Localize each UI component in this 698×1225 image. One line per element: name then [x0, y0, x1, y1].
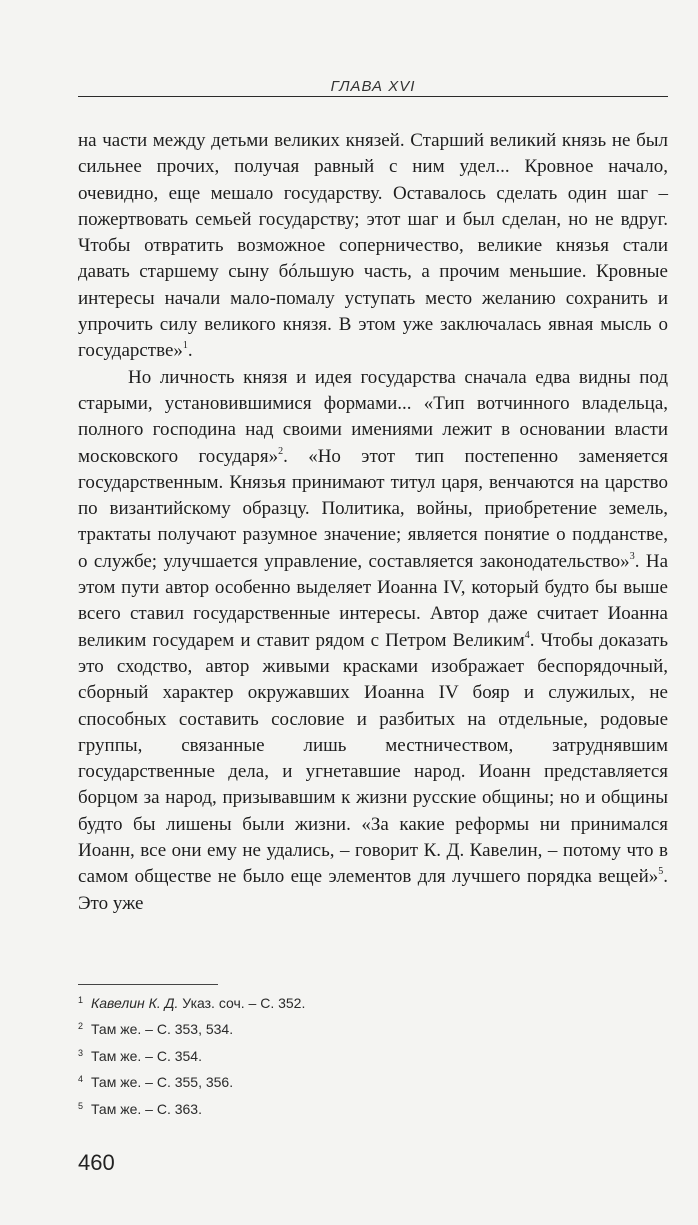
footnote-2: 2 Там же. – С. 353, 534. — [78, 1021, 234, 1038]
footnote-rule — [78, 984, 218, 985]
footnote-3: 3 Там же. – С. 354. — [78, 1047, 202, 1064]
main-text — [78, 128, 668, 917]
paragraph-2-text-c: . На этом пути автор особенно выделяет Иоанна IV, который будто бы выше всего ставил государственные интересы. Автор даже считает Иоанна великим государем и ставит рядом с Петром Великим — [78, 550, 669, 651]
footnote-text: Там же. – С. 363. — [91, 1100, 202, 1117]
paragraph-2-text-e: . Это уже — [78, 866, 668, 914]
footnote-ref-2: 2 — [278, 445, 284, 457]
footnotes — [78, 990, 668, 1122]
footnote-ref-3: 3 — [629, 550, 635, 562]
footnote-text: Там же. – С. 355, 356. — [91, 1074, 234, 1091]
paragraph-1: на части между детьми великих князей. Старший великий князь не был сильнее прочих, получая равный с ним удел... Кровное начало, очевидно, еще мешало государству. Оставалось сделать один шаг – пожертвовать семьей государству; этот шаг и был сделан, но не вдруг. Чтобы отвратить возможное соперничество, великие князья стали давать старшему сыну бóльшую часть, а прочим меньшие. Кровные интересы начали мало-помалу уступать место желанию сохранить и упрочить силу великого князя. В этом уже заключалась явная мысль о государстве»$^1$. — [78, 130, 668, 362]
running-head: ГЛАВА XVI — [330, 78, 416, 95]
paragraph-1-text: на части между детьми великих князей. Старший великий князь не был сильнее прочих, получая равный с ним удел... Кровное начало, очевидно, еще мешало государству. Оставалось сделать один шаг – пожертвовать семьей государству; этот шаг и был сделан, но не вдруг. Чтобы отвратить возможное соперничество, великие князья стали давать старшему сыну бóльшую часть, а прочим меньшие. Кровные интересы начали мало-помалу уступать место желанию сохранить и упрочить силу великого князя. В этом уже заключалась явная мысль о государстве» — [78, 130, 668, 362]
footnote-5: 5 Там же. – С. 363. — [78, 1100, 202, 1117]
header-rule — [78, 96, 668, 97]
paragraph-2 — [78, 365, 668, 917]
paragraph-2-text-b: . «Но этот тип постепенно заменяется государственным. Князья принимают титул царя, венчаются на царство по византийскому образцу. Политика, войны, приобретение земель, трактаты получают разумное значение; является понятие о подданстве, о службе; улучшается управление, составляется законодательство» — [78, 445, 669, 572]
footnote-text: Там же. – С. 354. — [91, 1047, 202, 1064]
footnote-ref-1: 1 — [182, 340, 188, 352]
footnote-text: Указ. соч. – С. 352. — [178, 995, 306, 1011]
footnote-ref-5: 5 — [658, 866, 664, 878]
paragraph-2-text-a: Но личность князя и идея государства сначала едва видны под старыми, установившимися формами... «Тип вотчинного владельца, полного господина над своими имениями лежит в основании власти московского государя» — [78, 366, 668, 467]
footnote-4: 4 Там же. – С. 355, 356. — [78, 1074, 234, 1091]
footnote-ref-4: 4 — [524, 629, 530, 641]
footnote-1: 1 Кавелин К. Д. Указ. соч. – С. 352. — [78, 995, 306, 1011]
page-number: 460 — [78, 1150, 115, 1175]
footnote-text: Там же. – С. 353, 534. — [91, 1021, 234, 1038]
paragraph-2-text-d: . Чтобы доказать это сходство, автор живыми красками изображает беспорядочный, сборный характер окружавших Иоанна IV бояр и служилых, не способных составить сословие и разбитых на отдельные, родовые группы, связанные лишь местничеством, затруднявшим государственные дела, и угнетавшие народ. Иоанн представляется борцом за народ, призывавшим к жизни русские общины; но и общины будто бы лишены были жизни. «За какие реформы ни принимался Иоанн, все они ему не удались, – говорит К. Д. Кавелин, – потому что в самом обществе не было еще элементов для лучшего порядка вещей» — [78, 629, 668, 888]
footnote-author: Кавелин К. Д. — [91, 995, 179, 1011]
